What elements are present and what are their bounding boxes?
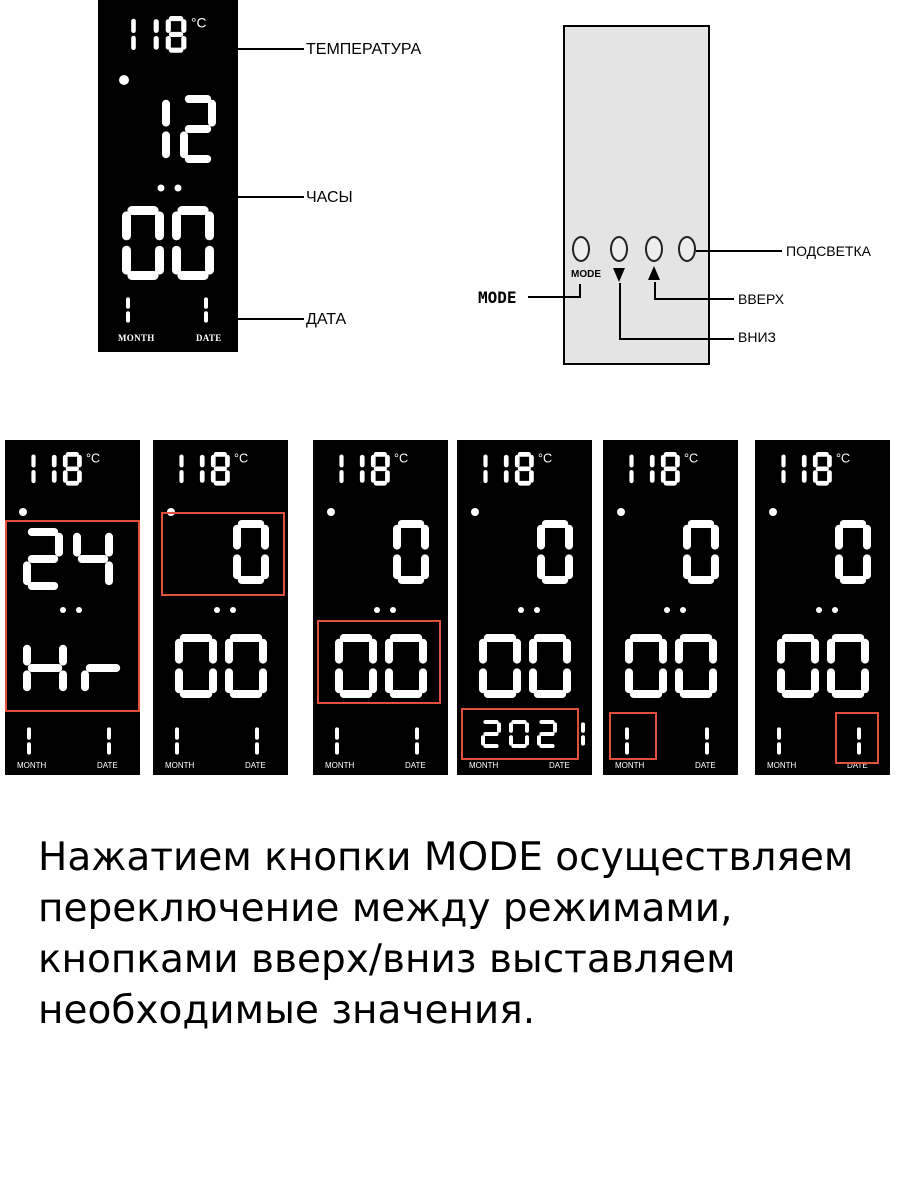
segment xyxy=(66,466,79,471)
date-label: DATE xyxy=(97,761,118,770)
segment xyxy=(181,19,186,33)
segment xyxy=(204,297,208,308)
segment xyxy=(483,470,487,483)
segment xyxy=(122,246,131,275)
segment xyxy=(225,455,230,468)
segment xyxy=(127,206,158,215)
segment xyxy=(518,481,531,486)
segment xyxy=(675,639,683,664)
segment xyxy=(180,131,188,158)
down-label: ВНИЗ xyxy=(738,329,776,345)
segment xyxy=(629,470,633,483)
caption-line: необходимые значения. xyxy=(38,988,536,1033)
segment xyxy=(385,470,390,483)
date-label: DATE xyxy=(405,761,426,770)
segment xyxy=(625,639,633,664)
segment xyxy=(581,735,585,745)
segment xyxy=(802,470,807,483)
status-dot xyxy=(769,508,777,516)
down-pointer-v xyxy=(619,283,621,340)
colon-dot xyxy=(230,607,236,613)
month-label: MONTH xyxy=(767,761,797,770)
segment xyxy=(518,452,531,457)
segment xyxy=(225,470,230,483)
segment xyxy=(175,668,183,693)
segment xyxy=(52,470,57,483)
segment xyxy=(840,520,866,528)
colon-dot xyxy=(158,185,165,192)
segment xyxy=(565,525,573,550)
segment xyxy=(683,525,691,550)
segment xyxy=(162,100,170,127)
colon-dot xyxy=(534,607,540,613)
month-label: MONTH xyxy=(325,761,355,770)
segment xyxy=(179,455,183,468)
date-label-text: ДАТА xyxy=(306,311,347,328)
segment xyxy=(811,639,819,664)
segment xyxy=(230,634,262,642)
segment xyxy=(683,554,691,579)
segment xyxy=(664,481,677,486)
segment xyxy=(63,470,68,483)
segment xyxy=(175,727,179,739)
segment xyxy=(205,246,214,275)
date-pointer xyxy=(238,318,304,320)
segment xyxy=(179,470,183,483)
status-dot xyxy=(119,75,129,85)
segment xyxy=(131,19,136,33)
segment xyxy=(107,727,111,739)
date-label: DATE xyxy=(549,761,570,770)
segment xyxy=(542,520,568,528)
segment xyxy=(504,455,509,468)
segment xyxy=(529,455,534,468)
segment xyxy=(529,470,534,483)
temperature-label: ТЕМПЕРАТУРА xyxy=(306,41,422,58)
segment xyxy=(827,668,835,693)
month-label: MONTH xyxy=(165,761,195,770)
segment xyxy=(777,727,781,739)
segment xyxy=(27,742,31,754)
mode-panel-digits xyxy=(313,440,448,775)
segment xyxy=(832,690,864,698)
segment xyxy=(335,742,339,754)
date-label: DATE xyxy=(245,761,266,770)
segment xyxy=(479,668,487,693)
segment xyxy=(513,639,521,664)
segment xyxy=(659,639,667,664)
segment xyxy=(339,455,343,468)
segment xyxy=(529,668,537,693)
colon-dot xyxy=(374,607,380,613)
highlight-box xyxy=(161,512,285,596)
segment xyxy=(565,554,573,579)
segment xyxy=(360,470,365,483)
segment xyxy=(27,727,31,739)
status-dot xyxy=(327,508,335,516)
segment xyxy=(835,554,843,579)
backlight-button[interactable] xyxy=(678,236,696,262)
colon-dot xyxy=(214,607,220,613)
date-label: DATE xyxy=(847,761,868,770)
up-button[interactable] xyxy=(645,236,663,262)
segment xyxy=(781,470,785,483)
segment xyxy=(169,48,183,53)
segment xyxy=(398,520,424,528)
segment xyxy=(534,634,566,642)
colon-dot xyxy=(832,607,838,613)
segment xyxy=(629,455,633,468)
segment xyxy=(339,470,343,483)
segment xyxy=(816,481,829,486)
segment xyxy=(211,470,216,483)
segment xyxy=(181,36,186,50)
mode-small-label: MODE xyxy=(571,269,601,280)
segment xyxy=(827,639,835,664)
segment xyxy=(675,668,683,693)
segment xyxy=(385,455,390,468)
segment xyxy=(172,246,181,275)
segment xyxy=(177,206,208,215)
segment xyxy=(374,481,387,486)
segment xyxy=(542,576,568,584)
segment xyxy=(211,455,216,468)
segment xyxy=(200,470,205,483)
clock-label: ЧАСЫ xyxy=(306,189,353,206)
segment xyxy=(711,554,719,579)
segment xyxy=(155,246,164,275)
segment xyxy=(66,481,79,486)
mode-panel xyxy=(603,440,738,775)
segment xyxy=(664,466,677,471)
segment xyxy=(360,455,365,468)
segment xyxy=(863,525,871,550)
segment xyxy=(688,576,714,584)
segment xyxy=(709,639,717,664)
segment xyxy=(200,455,205,468)
segment xyxy=(335,727,339,739)
device-back-panel xyxy=(563,25,710,365)
segment xyxy=(63,455,68,468)
segment xyxy=(175,742,179,754)
segment xyxy=(863,554,871,579)
segment xyxy=(832,634,864,642)
highlight-box xyxy=(461,708,579,760)
clock-pointer xyxy=(238,196,304,198)
segment xyxy=(513,668,521,693)
month-label: MONTH xyxy=(17,761,47,770)
segment xyxy=(205,211,214,240)
segment xyxy=(166,19,171,33)
month-label: MONTH xyxy=(469,761,499,770)
segment xyxy=(802,455,807,468)
segment xyxy=(705,727,709,739)
segment xyxy=(398,576,424,584)
segment xyxy=(177,271,208,280)
segment xyxy=(630,690,662,698)
segment xyxy=(861,668,869,693)
caption-line: Нажатием кнопки MODE осуществляем xyxy=(38,835,854,880)
down-arrow-icon xyxy=(613,268,625,282)
segment xyxy=(166,36,171,50)
temperature-unit: °C xyxy=(86,451,101,466)
segment xyxy=(827,470,832,483)
caption-line: кнопками вверх/вниз выставляем xyxy=(38,937,736,982)
mode-pointer-v xyxy=(579,284,581,298)
segment xyxy=(816,466,829,471)
temperature-unit: °C xyxy=(836,451,851,466)
segment xyxy=(483,455,487,468)
segment xyxy=(155,211,164,240)
segment xyxy=(180,690,212,698)
segment xyxy=(813,455,818,468)
segment xyxy=(705,742,709,754)
segment xyxy=(126,297,130,308)
segment xyxy=(52,455,57,468)
segment xyxy=(650,470,655,483)
segment xyxy=(162,131,170,158)
segment xyxy=(650,455,655,468)
segment xyxy=(680,634,712,642)
segment xyxy=(421,554,429,579)
colon-dot xyxy=(664,607,670,613)
segment xyxy=(688,520,714,528)
mode-panel xyxy=(755,440,890,775)
temperature-unit: °C xyxy=(538,451,553,466)
segment xyxy=(415,742,419,754)
highlight-box xyxy=(5,520,140,712)
segment xyxy=(214,452,227,457)
colon-dot xyxy=(816,607,822,613)
segment xyxy=(77,470,82,483)
mode-panel xyxy=(457,440,592,775)
segment xyxy=(675,455,680,468)
segment xyxy=(169,16,183,21)
main-display-digits xyxy=(98,0,238,352)
month-label: MONTH xyxy=(615,761,645,770)
segment xyxy=(175,639,183,664)
segment xyxy=(393,525,401,550)
segment xyxy=(861,639,869,664)
segment xyxy=(781,455,785,468)
mode-label: MODE xyxy=(478,288,517,307)
segment xyxy=(537,554,545,579)
highlight-box xyxy=(609,712,657,760)
segment xyxy=(185,95,211,103)
segment xyxy=(659,668,667,693)
backlight-pointer xyxy=(696,250,782,252)
colon-dot xyxy=(175,185,182,192)
segment xyxy=(209,639,217,664)
segment xyxy=(777,639,785,664)
mode-panel xyxy=(153,440,288,775)
caption-line: переключение между режимами, xyxy=(38,886,733,931)
up-arrow-icon xyxy=(648,266,660,280)
segment xyxy=(255,742,259,754)
segment xyxy=(66,452,79,457)
segment xyxy=(172,211,181,240)
segment xyxy=(169,32,183,37)
segment xyxy=(484,634,516,642)
segment xyxy=(180,634,212,642)
segment xyxy=(225,668,233,693)
segment xyxy=(259,668,267,693)
segment xyxy=(515,455,520,468)
segment xyxy=(840,576,866,584)
temperature-unit: °C xyxy=(394,451,409,466)
segment xyxy=(126,311,130,322)
segment xyxy=(534,690,566,698)
segment xyxy=(230,690,262,698)
segment xyxy=(154,19,159,33)
segment xyxy=(782,690,814,698)
segment xyxy=(185,125,211,133)
segment xyxy=(675,470,680,483)
segment xyxy=(374,452,387,457)
segment xyxy=(782,634,814,642)
segment xyxy=(479,639,487,664)
segment xyxy=(664,452,677,457)
colon-dot xyxy=(390,607,396,613)
segment xyxy=(625,668,633,693)
date-label: DATE xyxy=(196,333,222,343)
segment xyxy=(563,639,571,664)
mode-panel xyxy=(313,440,448,775)
status-dot xyxy=(19,508,27,516)
mode-button[interactable] xyxy=(572,236,590,262)
segment xyxy=(504,470,509,483)
segment xyxy=(185,155,211,163)
segment xyxy=(661,470,666,483)
segment xyxy=(31,455,35,468)
temperature-unit: °C xyxy=(191,15,207,31)
segment xyxy=(518,466,531,471)
segment xyxy=(374,466,387,471)
segment xyxy=(537,525,545,550)
segment xyxy=(225,639,233,664)
segment xyxy=(529,639,537,664)
segment xyxy=(122,211,131,240)
mode-pointer-h xyxy=(528,296,580,298)
segment xyxy=(563,668,571,693)
segment xyxy=(711,525,719,550)
segment xyxy=(661,455,666,468)
segment xyxy=(208,100,216,127)
highlight-box xyxy=(835,712,879,764)
mode-panel xyxy=(5,440,140,775)
segment xyxy=(421,525,429,550)
segment xyxy=(31,470,35,483)
segment xyxy=(127,271,158,280)
segment xyxy=(415,727,419,739)
segment xyxy=(777,668,785,693)
segment xyxy=(371,470,376,483)
segment xyxy=(154,36,159,50)
status-dot xyxy=(471,508,479,516)
segment xyxy=(813,470,818,483)
instruction-caption xyxy=(38,832,878,1036)
segment xyxy=(709,668,717,693)
segment xyxy=(816,452,829,457)
segment xyxy=(393,554,401,579)
month-label: MONTH xyxy=(118,333,155,343)
segment xyxy=(827,455,832,468)
segment xyxy=(214,481,227,486)
segment xyxy=(581,722,585,732)
date-label: DATE xyxy=(695,761,716,770)
segment xyxy=(371,455,376,468)
colon-dot xyxy=(518,607,524,613)
segment xyxy=(515,470,520,483)
up-label: ВВЕРХ xyxy=(738,291,785,307)
segment xyxy=(680,690,712,698)
down-button[interactable] xyxy=(610,236,628,262)
segment xyxy=(204,311,208,322)
segment xyxy=(131,36,136,50)
temperature-unit: °C xyxy=(684,451,699,466)
highlight-box xyxy=(317,620,441,704)
temperature-unit: °C xyxy=(234,451,249,466)
backlight-label: ПОДСВЕТКА xyxy=(786,243,871,259)
up-pointer-h xyxy=(654,298,734,300)
down-pointer-h xyxy=(619,338,734,340)
segment xyxy=(630,634,662,642)
segment xyxy=(835,525,843,550)
segment xyxy=(77,455,82,468)
status-dot xyxy=(617,508,625,516)
segment xyxy=(811,668,819,693)
segment xyxy=(107,742,111,754)
segment xyxy=(255,727,259,739)
segment xyxy=(214,466,227,471)
temperature-pointer xyxy=(238,48,304,50)
segment xyxy=(259,639,267,664)
segment xyxy=(209,668,217,693)
segment xyxy=(777,742,781,754)
colon-dot xyxy=(680,607,686,613)
segment xyxy=(484,690,516,698)
main-display xyxy=(98,0,238,352)
mode-panel-digits xyxy=(153,440,288,775)
